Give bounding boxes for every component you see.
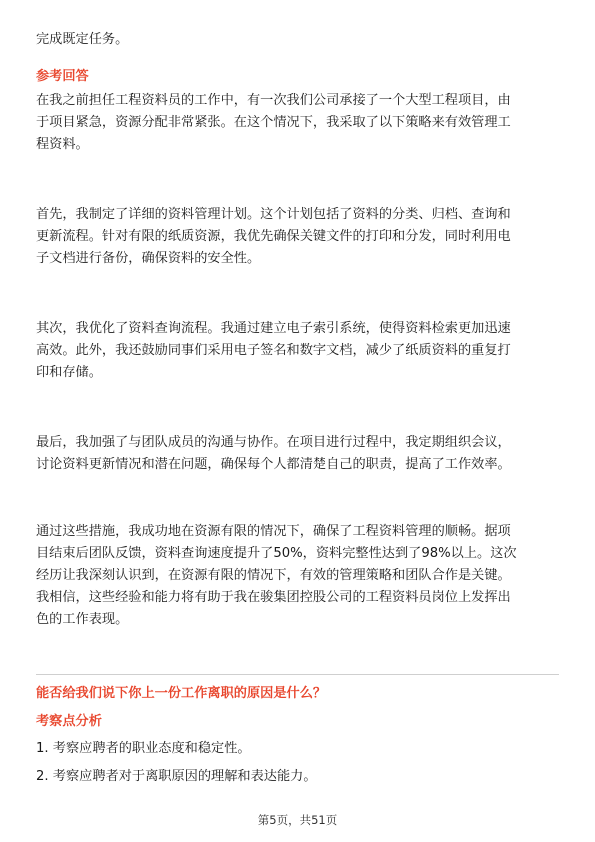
analysis-item: 2. 考察应聘者对于离职原因的理解和表达能力。	[36, 769, 317, 784]
paragraph-line: 子文档进行备份，确保资料的安全性。	[36, 251, 261, 266]
paragraph-line: 色的工作表现。	[36, 612, 129, 627]
paragraph-line: 于项目紧急，资源分配非常紧张。在这个情况下，我采取了以下策略来有效管理工	[36, 115, 511, 130]
paragraph-line: 在我之前担任工程资料员的工作中，有一次我们公司承接了一个大型工程项目，由	[36, 93, 511, 108]
paragraph-line: 通过这些措施，我成功地在资源有限的情况下，确保了工程资料管理的顺畅。据项	[36, 524, 511, 539]
answer-label: 参考回答	[36, 69, 89, 84]
paragraph-line: 最后，我加强了与团队成员的沟通与协作。在项目进行过程中，我定期组织会议，	[36, 435, 511, 450]
paragraph-line: 目结束后团队反馈，资料查询速度提升了50%，资料完整性达到了98%以上。这次	[36, 546, 517, 561]
paragraph-line: 印和存储。	[36, 365, 102, 380]
answer-paragraph	[36, 318, 559, 384]
question-heading: 能否给我们说下你上一份工作离职的原因是什么？	[36, 686, 327, 701]
answer-paragraph	[36, 521, 559, 631]
paragraph-line: 我相信，这些经验和能力将有助于我在骏集团控股公司的工程资料员岗位上发挥出	[36, 590, 511, 605]
paragraph-line: 经历让我深刻认识到，在资源有限的情况下，有效的管理策略和团队合作是关键。	[36, 568, 511, 583]
paragraph-line: 首先，我制定了详细的资料管理计划。这个计划包括了资料的分类、归档、查询和	[36, 207, 511, 222]
section-divider	[36, 674, 559, 675]
paragraph-line: 程资料。	[36, 137, 89, 152]
answer-paragraph	[36, 432, 559, 476]
paragraph-line: 高效。此外，我还鼓励同事们采用电子签名和数字文档，减少了纸质资料的重复打	[36, 343, 511, 358]
paragraph-line: 更新流程。针对有限的纸质资源，我优先确保关键文件的打印和分发，同时利用电	[36, 229, 511, 244]
paragraph-line: 讨论资料更新情况和潜在问题，确保每个人都清楚自己的职责，提高了工作效率。	[36, 457, 511, 472]
analysis-label: 考察点分析	[36, 714, 102, 729]
answer-paragraph	[36, 204, 559, 270]
page-footer: 第5页，共51页	[257, 813, 338, 827]
analysis-item: 1. 考察应聘者的职业态度和稳定性。	[36, 741, 251, 756]
answer-paragraph	[36, 90, 559, 156]
paragraph-line: 其次，我优化了资料查询流程。我通过建立电子索引系统，使得资料检索更加迅速	[36, 321, 511, 336]
intro-text: 完成既定任务。	[36, 32, 129, 47]
